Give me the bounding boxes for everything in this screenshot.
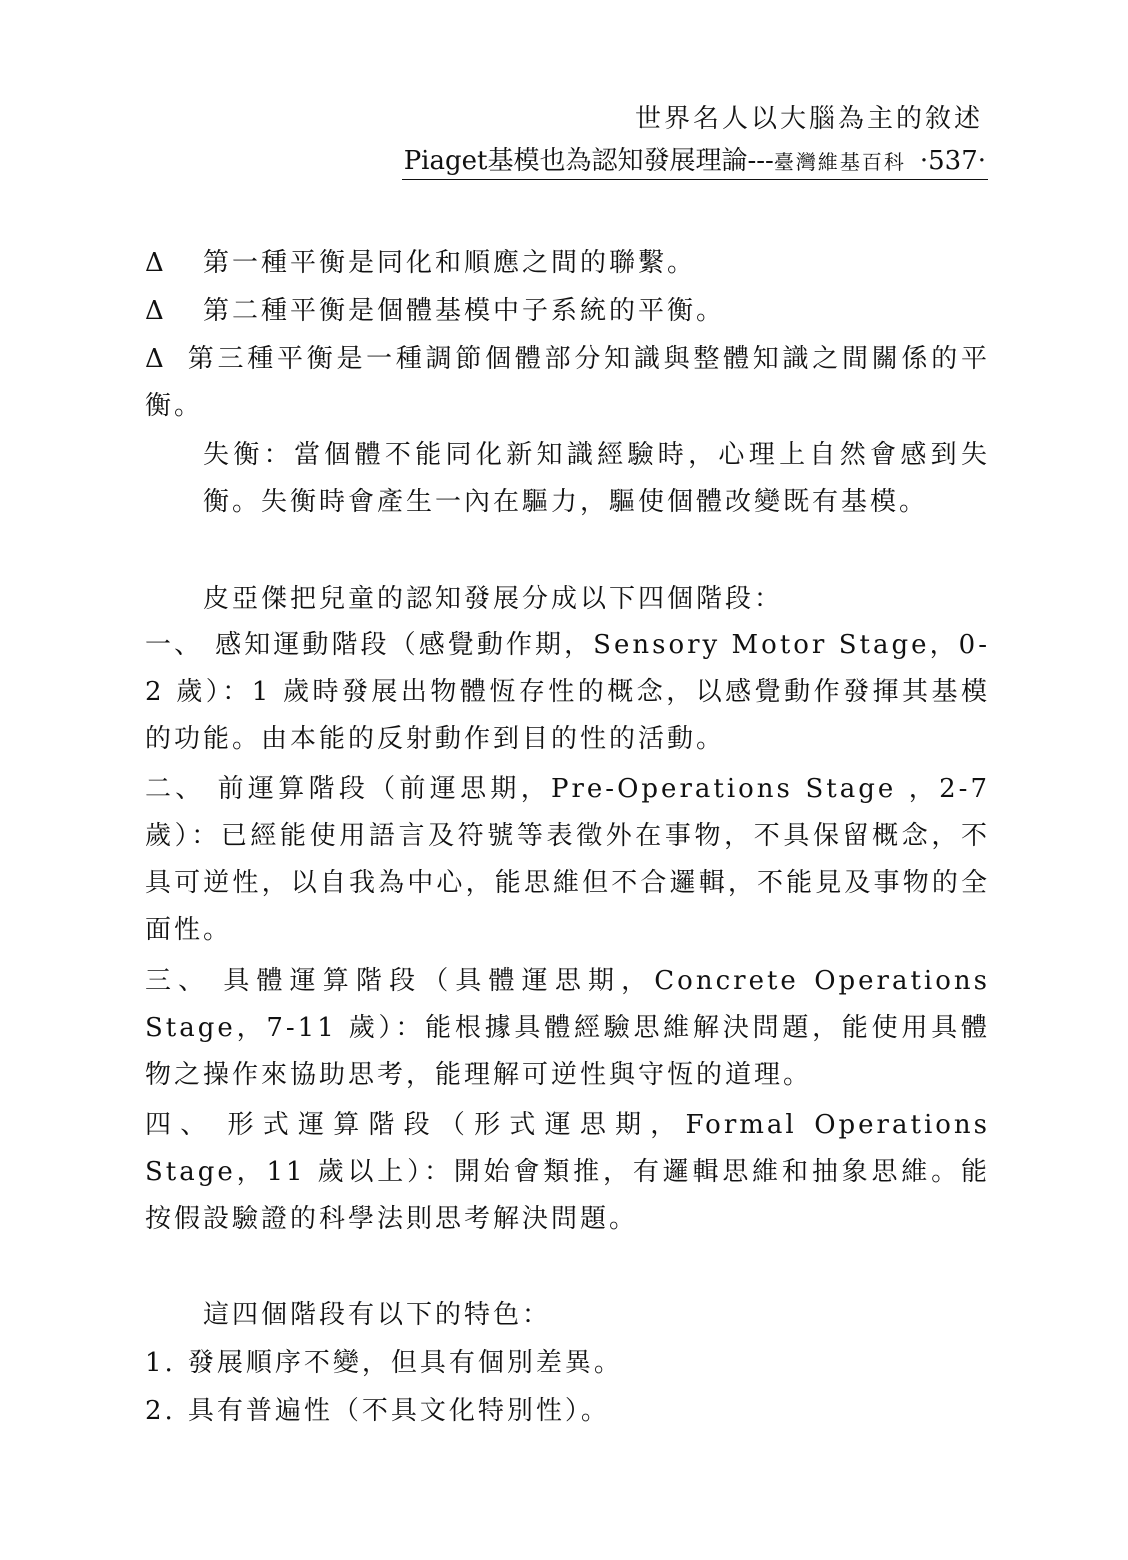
header-subtitle-source: 臺灣維基百科 bbox=[773, 150, 906, 174]
page-number: ·537· bbox=[919, 146, 986, 176]
stage-item-3 bbox=[145, 958, 990, 1099]
stage-item-4 bbox=[145, 1102, 990, 1243]
balance-text: 第三種平衡是一種調節個體部分知識與整體知識之間關係的平衡。 bbox=[145, 344, 990, 421]
header-subtitle bbox=[402, 140, 988, 180]
stage-item-2 bbox=[145, 766, 990, 954]
feature-label: 2. bbox=[145, 1396, 176, 1426]
balance-item-1 bbox=[145, 240, 990, 287]
balance-text: 第二種平衡是個體基模中子系統的平衡。 bbox=[203, 296, 726, 326]
stage-label: 一、 bbox=[145, 630, 204, 660]
balance-item-3 bbox=[145, 336, 990, 430]
stage-text: 形式運算階段（形式運思期，Formal Operations Stage，11 歲以上）：開始會類推，有邏輯思維和抽象思維。能按假設驗證的科學法則思考解決問題。 bbox=[145, 1110, 990, 1234]
stages-intro: 皮亞傑把兒童的認知發展分成以下四個階段： bbox=[203, 584, 784, 614]
feature-text: 發展順序不變，但具有個別差異。 bbox=[187, 1348, 623, 1378]
feature-item-2 bbox=[145, 1388, 990, 1435]
header-title: 世界名人以大腦為主的敘述 bbox=[634, 104, 983, 134]
feature-text: 具有普遍性（不具文化特別性）。 bbox=[187, 1396, 610, 1426]
delta-marker: Δ bbox=[145, 296, 167, 326]
stage-label: 四、 bbox=[145, 1110, 216, 1140]
stage-label: 三、 bbox=[145, 966, 212, 996]
feature-item-1 bbox=[145, 1340, 990, 1387]
stage-label: 二、 bbox=[145, 774, 206, 804]
stage-text: 前運算階段（前運思期，Pre-Operations Stage ，2-7 歲）：已經能使用語言及符號等表徵外在事物，不具保留概念，不具可逆性，以自我為中心，能思維但不合邏輯，不能見及事物的全面性。 bbox=[145, 774, 990, 945]
disequilibrium-paragraph: 失衡：當個體不能同化新知識經驗時，心理上自然會感到失衡。失衡時會產生一內在驅力，驅使個體改變既有基模。 bbox=[203, 440, 990, 517]
balance-text: 第一種平衡是同化和順應之間的聯繫。 bbox=[203, 248, 697, 278]
stage-text: 具體運算階段（具體運思期，Concrete Operations Stage，7-11 歲）：能根據具體經驗思維解決問題，能使用具體物之操作來協助思考，能理解可逆性與守恆的道理。 bbox=[145, 966, 990, 1090]
header-subtitle-main: Piaget基模也為認知發展理論--- bbox=[403, 146, 774, 176]
feature-label: 1. bbox=[145, 1348, 176, 1378]
delta-marker: Δ bbox=[145, 344, 167, 374]
delta-marker: Δ bbox=[145, 248, 167, 278]
stage-text: 感知運動階段（感覺動作期，Sensory Motor Stage，0-2 歲）：1 歲時發展出物體恆存性的概念，以感覺動作發揮其基模的功能。由本能的反射動作到目的性的活動。 bbox=[145, 630, 990, 754]
balance-item-2 bbox=[145, 288, 990, 335]
stage-item-1 bbox=[145, 622, 990, 763]
features-intro: 這四個階段有以下的特色： bbox=[203, 1300, 552, 1330]
